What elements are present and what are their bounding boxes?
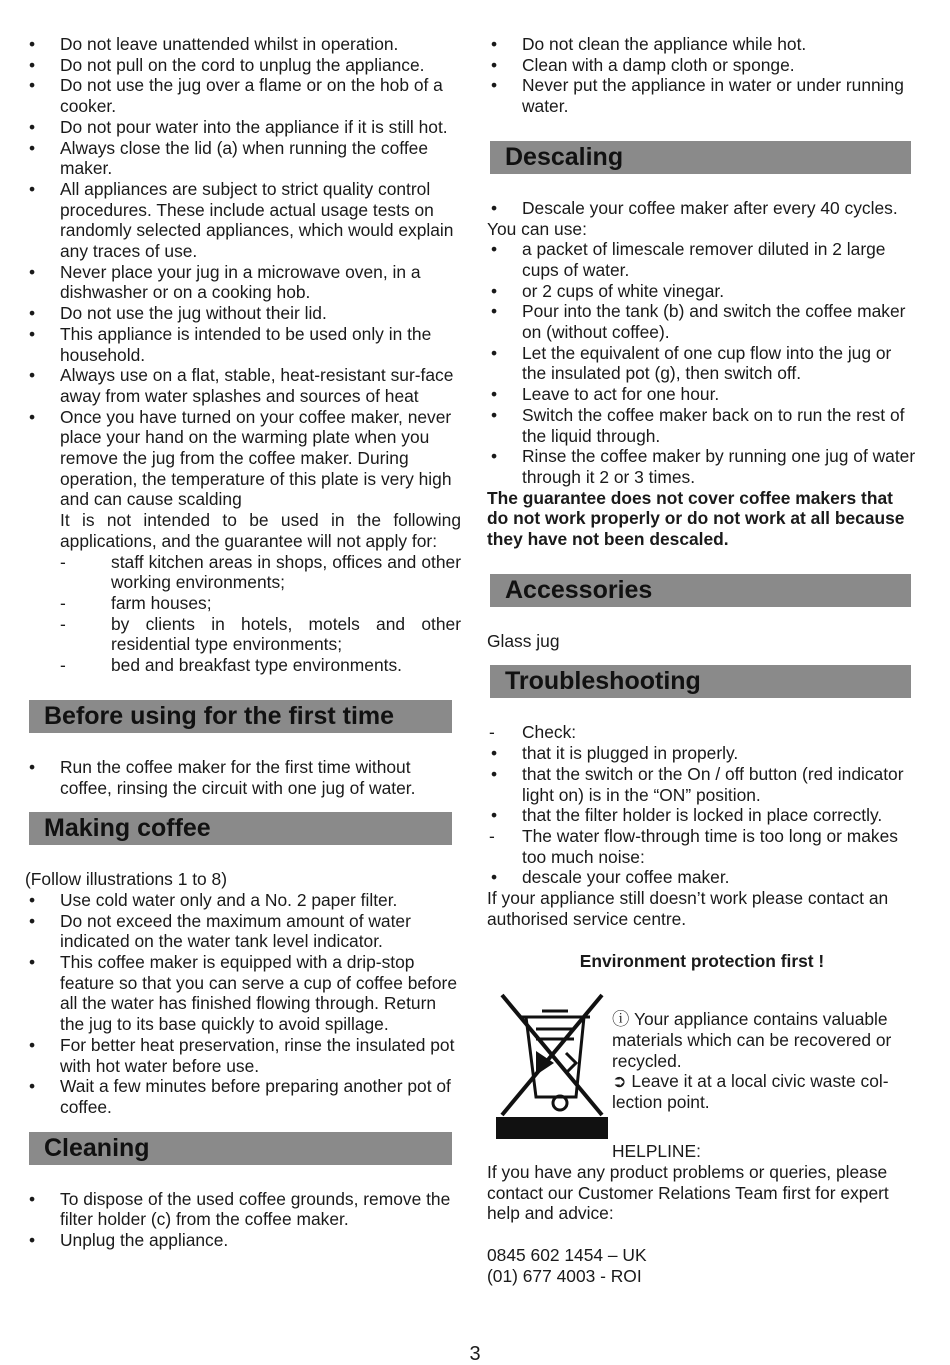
- list-item: • Never put the appliance in water or under running water.: [487, 75, 917, 116]
- list-item: • Unplug the appliance.: [25, 1230, 461, 1251]
- info-icon: ⓘ: [612, 1009, 630, 1030]
- list-item: • Do not use the jug over a flame or on the hob of a cooker.: [25, 75, 461, 116]
- check-label: - Check:: [487, 722, 917, 743]
- list-item: • Do not pour water into the appliance if it is still hot.: [25, 117, 461, 138]
- list-item: • Always close the lid (a) when running the coffee maker.: [25, 138, 461, 179]
- dash-item: - by clients in hotels, motels and other residential type environments;: [25, 614, 461, 655]
- list-item: • that the filter holder is locked in place correctly.: [487, 805, 917, 826]
- section-heading-descaling: Descaling: [490, 141, 911, 174]
- contact-text: If your appliance still doesn’t work please contact an authorised service centre.: [487, 888, 889, 929]
- list-item: • To dispose of the used coffee grounds, remove the filter holder (c) from the coffee maker.: [25, 1189, 461, 1230]
- helpline-label: HELPLINE:: [612, 1141, 701, 1162]
- list-item: • Pour into the tank (b) and switch the coffee maker on (without coffee).: [487, 301, 917, 342]
- section-heading-troubleshooting: Troubleshooting: [490, 665, 911, 698]
- list-item: • Switch the coffee maker back on to run the rest of the liquid through.: [487, 405, 917, 446]
- dash-item: - bed and breakfast type environments.: [25, 655, 461, 676]
- list-item: • Do not use the jug without their lid.: [25, 303, 461, 324]
- list-item: • Rinse the coffee maker by running one jug of water through it 2 or 3 times.: [487, 446, 917, 487]
- list-item: • All appliances are subject to strict quality control procedures. These include actual usage tests on randomly selected appliances, which would explain any traces of use.: [25, 179, 461, 262]
- environment-heading: Environment protection first !: [579, 950, 825, 971]
- list-item: • Descale your coffee maker after every 40 cycles.: [487, 198, 917, 219]
- list-item: • Never place your jug in a microwave oven, in a dishwasher or on a cooking hob.: [25, 262, 461, 303]
- list-item: • This coffee maker is equipped with a drip-stop feature so that you can serve a cup of coffee before all the water has finished flowing through. Return the jug to its base quickly to avoid spillage.: [25, 952, 461, 1035]
- guarantee-notice: The guarantee does not cover coffee makers that do not work properly or do not work at all because they have not been descaled.: [487, 487, 905, 550]
- list-item: • Do not pull on the cord to unplug the appliance.: [25, 55, 461, 76]
- environment-block: [487, 991, 917, 1141]
- you-can-use-label: You can use:: [487, 218, 587, 239]
- dash-item: - farm houses;: [25, 593, 461, 614]
- not-intended-paragraph: It is not intended to be used in the following applications, and the guarantee will not apply for:: [60, 510, 461, 551]
- list-item: • that the switch or the On / off button (red indicator light on) is in the “ON” position.: [487, 764, 917, 805]
- list-item: • Clean with a damp cloth or sponge.: [487, 55, 917, 76]
- section-heading-first-time: Before using for the first time: [29, 700, 452, 733]
- valuable-materials-text: ⓘ Your appliance contains valuable materials which can be recovered or recycled.: [612, 1009, 892, 1071]
- environment-text: [612, 1009, 917, 1113]
- list-item: • Do not leave unattended whilst in operation.: [25, 34, 461, 55]
- right-column: [487, 34, 917, 1286]
- section-heading-making-coffee: Making coffee: [29, 812, 452, 845]
- list-item: • Always use on a flat, stable, heat-resistant sur-face away from water splashes and sources of heat: [25, 365, 461, 406]
- hooked-arrow-icon: ➲: [612, 1071, 627, 1092]
- list-item: • Let the equivalent of one cup flow into the jug or the insulated pot (g), then switch off.: [487, 343, 917, 384]
- list-item: • that it is plugged in properly.: [487, 743, 917, 764]
- list-item: • a packet of limescale remover diluted in 2 large cups of water.: [487, 239, 917, 280]
- accessories-text: Glass jug: [487, 630, 560, 651]
- dash-item: - staff kitchen areas in shops, offices and other working environments;: [25, 552, 461, 593]
- list-item: • Run the coffee maker for the first time without coffee, rinsing the circuit with one jug of water.: [25, 757, 461, 798]
- section-heading-cleaning: Cleaning: [29, 1132, 452, 1165]
- list-item: • descale your coffee maker.: [487, 867, 917, 888]
- phone-roi: (01) 677 4003 - ROI: [487, 1265, 642, 1286]
- flow-item: - The water flow-through time is too long or makes too much noise:: [487, 826, 917, 867]
- section-heading-accessories: Accessories: [490, 574, 911, 607]
- list-item: • Leave to act for one hour.: [487, 384, 917, 405]
- crossed-out-wheelie-bin-icon: [496, 991, 608, 1139]
- page-number: 3: [469, 1343, 481, 1365]
- left-column: [25, 34, 461, 1251]
- list-item: • Use cold water only and a No. 2 paper filter.: [25, 890, 461, 911]
- helpline-text: If you have any product problems or queries, please contact our Customer Relations Team first for expert help and advice:: [487, 1161, 889, 1224]
- list-item: • Wait a few minutes before preparing another pot of coffee.: [25, 1076, 461, 1117]
- list-item: • This appliance is intended to be used only in the household.: [25, 324, 461, 365]
- making-intro: (Follow illustrations 1 to 8): [25, 869, 227, 890]
- list-item: • Do not clean the appliance while hot.: [487, 34, 917, 55]
- list-item: • Do not exceed the maximum amount of water indicated on the water tank level indicator.: [25, 911, 461, 952]
- phone-uk: 0845 602 1454 – UK: [487, 1245, 647, 1266]
- civic-waste-text: ➲ Leave it at a local civic waste col-lection point.: [612, 1071, 889, 1113]
- list-item: • For better heat preservation, rinse the insulated pot with hot water before use.: [25, 1035, 461, 1076]
- list-item: • or 2 cups of white vinegar.: [487, 281, 917, 302]
- list-item: • Once you have turned on your coffee maker, never place your hand on the warming plate when you remove the jug from the coffee maker. During operation, the temperature of this plate is very high and can cause scalding: [25, 407, 461, 511]
